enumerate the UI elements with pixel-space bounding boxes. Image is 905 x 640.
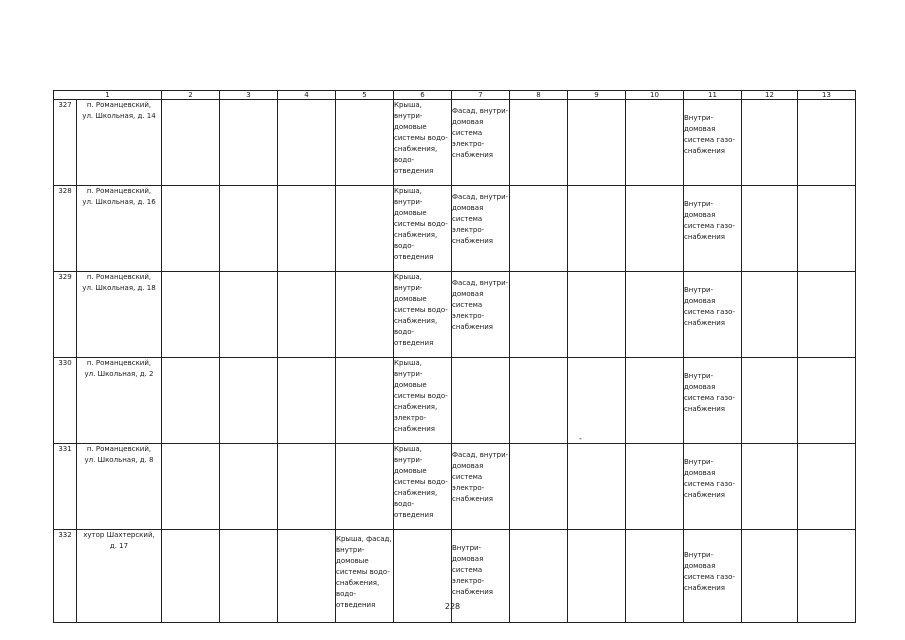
- empty-cell: [510, 444, 568, 530]
- empty-cell: [568, 444, 626, 530]
- row-number: 332: [54, 530, 77, 623]
- works-col7-cell: [452, 358, 510, 444]
- works-col6-cell: Крыша, внутри- домовые системы водо- снабжения, водо- отведения: [394, 186, 452, 272]
- empty-cell: [742, 358, 798, 444]
- header-cell: 1: [54, 91, 162, 100]
- table-row: [54, 444, 856, 530]
- works-table: [53, 90, 856, 623]
- empty-cell: [626, 444, 684, 530]
- address-cell: п. Романцевский, ул. Школьная, д. 2: [77, 358, 162, 444]
- empty-cell: [626, 272, 684, 358]
- empty-cell: [278, 444, 336, 530]
- header-cell: 4: [278, 91, 336, 100]
- empty-cell: [626, 358, 684, 444]
- empty-cell: [798, 444, 856, 530]
- empty-cell: [162, 272, 220, 358]
- empty-cell: [220, 358, 278, 444]
- works-col5-cell: [336, 272, 394, 358]
- empty-cell: [510, 100, 568, 186]
- address-cell: хутор Шахтерский, д. 17: [77, 530, 162, 623]
- page-number: 228: [444, 602, 461, 611]
- empty-cell: [798, 272, 856, 358]
- works-col11-cell: Внутри- домовая система газо- снабжения: [684, 530, 742, 623]
- empty-cell: [162, 444, 220, 530]
- header-cell: 11: [684, 91, 742, 100]
- address-cell: п. Романцевский, ул. Школьная, д. 14: [77, 100, 162, 186]
- empty-cell: [220, 186, 278, 272]
- empty-cell: [220, 444, 278, 530]
- works-col11-cell: Внутри- домовая система газо- снабжения: [684, 272, 742, 358]
- header-cell: 12: [742, 91, 798, 100]
- empty-cell: [626, 186, 684, 272]
- works-col7-cell: Фасад, внутри- домовая система электро- снабжения: [452, 444, 510, 530]
- empty-cell: [278, 358, 336, 444]
- works-col11-cell: Внутри- домовая система газо- снабжения: [684, 186, 742, 272]
- table-row: [54, 100, 856, 186]
- works-col5-cell: [336, 186, 394, 272]
- empty-cell: [568, 186, 626, 272]
- row-number: 331: [54, 444, 77, 530]
- works-col5-cell: [336, 100, 394, 186]
- address-cell: п. Романцевский, ул. Школьная, д. 18: [77, 272, 162, 358]
- header-cell: 3: [220, 91, 278, 100]
- header-cell: 7: [452, 91, 510, 100]
- empty-cell: [742, 444, 798, 530]
- empty-cell: [278, 100, 336, 186]
- works-col7-cell: Фасад, внутри- домовая система электро- снабжения: [452, 272, 510, 358]
- empty-cell: [510, 186, 568, 272]
- empty-cell: [220, 272, 278, 358]
- empty-cell: [568, 358, 626, 444]
- header-cell: 6: [394, 91, 452, 100]
- empty-cell: [162, 358, 220, 444]
- works-col6-cell: Крыша, внутри- домовые системы водо- снабжения, водо- отведения: [394, 444, 452, 530]
- address-cell: п. Романцевский, ул. Школьная, д. 16: [77, 186, 162, 272]
- works-col11-cell: Внутри- домовая система газо- снабжения: [684, 100, 742, 186]
- works-col7-cell: Фасад, внутри- домовая система электро- снабжения: [452, 100, 510, 186]
- empty-cell: [162, 186, 220, 272]
- header-cell: 8: [510, 91, 568, 100]
- works-col6-cell: Крыша, внутри- домовые системы водо- снабжения, водо- отведения: [394, 272, 452, 358]
- works-col11-cell: Внутри- домовая система газо- снабжения: [684, 358, 742, 444]
- works-col5-cell: Крыша, фасад, внутри- домовые системы водо- снабжения, водо- отведения: [336, 530, 394, 623]
- empty-cell: [568, 100, 626, 186]
- empty-cell: [510, 358, 568, 444]
- works-col6-cell: Крыша, внутри- домовые системы водо- снабжения, электро- снабжения: [394, 358, 452, 444]
- empty-cell: [742, 100, 798, 186]
- works-col5-cell: [336, 358, 394, 444]
- empty-cell: [798, 186, 856, 272]
- header-cell: 2: [162, 91, 220, 100]
- works-col11-cell: Внутри- домовая система газо- снабжения: [684, 444, 742, 530]
- empty-cell: [278, 186, 336, 272]
- empty-cell: [510, 272, 568, 358]
- empty-cell: [220, 100, 278, 186]
- table-row: [54, 186, 856, 272]
- empty-cell: [742, 186, 798, 272]
- works-col7-cell: Фасад, внутри- домовая система электро- снабжения: [452, 186, 510, 272]
- table-row: [54, 272, 856, 358]
- row-number: 329: [54, 272, 77, 358]
- row-number: 330: [54, 358, 77, 444]
- empty-cell: [798, 100, 856, 186]
- empty-cell: [568, 272, 626, 358]
- row-number: 327: [54, 100, 77, 186]
- row-number: 328: [54, 186, 77, 272]
- empty-cell: [162, 100, 220, 186]
- empty-cell: [798, 358, 856, 444]
- works-col5-cell: [336, 444, 394, 530]
- header-row: [54, 91, 856, 100]
- header-cell: 5: [336, 91, 394, 100]
- table-row: [54, 358, 856, 444]
- header-cell: 9: [568, 91, 626, 100]
- address-cell: п. Романцевский, ул. Школьная, д. 8: [77, 444, 162, 530]
- empty-cell: [742, 272, 798, 358]
- works-col7-cell: Внутри- домовая система электро- снабжения: [452, 530, 510, 623]
- works-col6-cell: Крыша, внутри- домовые системы водо- снабжения, водо- отведения: [394, 100, 452, 186]
- stray-mark: -: [579, 434, 582, 443]
- empty-cell: [278, 272, 336, 358]
- empty-cell: [626, 100, 684, 186]
- header-cell: 13: [798, 91, 856, 100]
- header-cell: 10: [626, 91, 684, 100]
